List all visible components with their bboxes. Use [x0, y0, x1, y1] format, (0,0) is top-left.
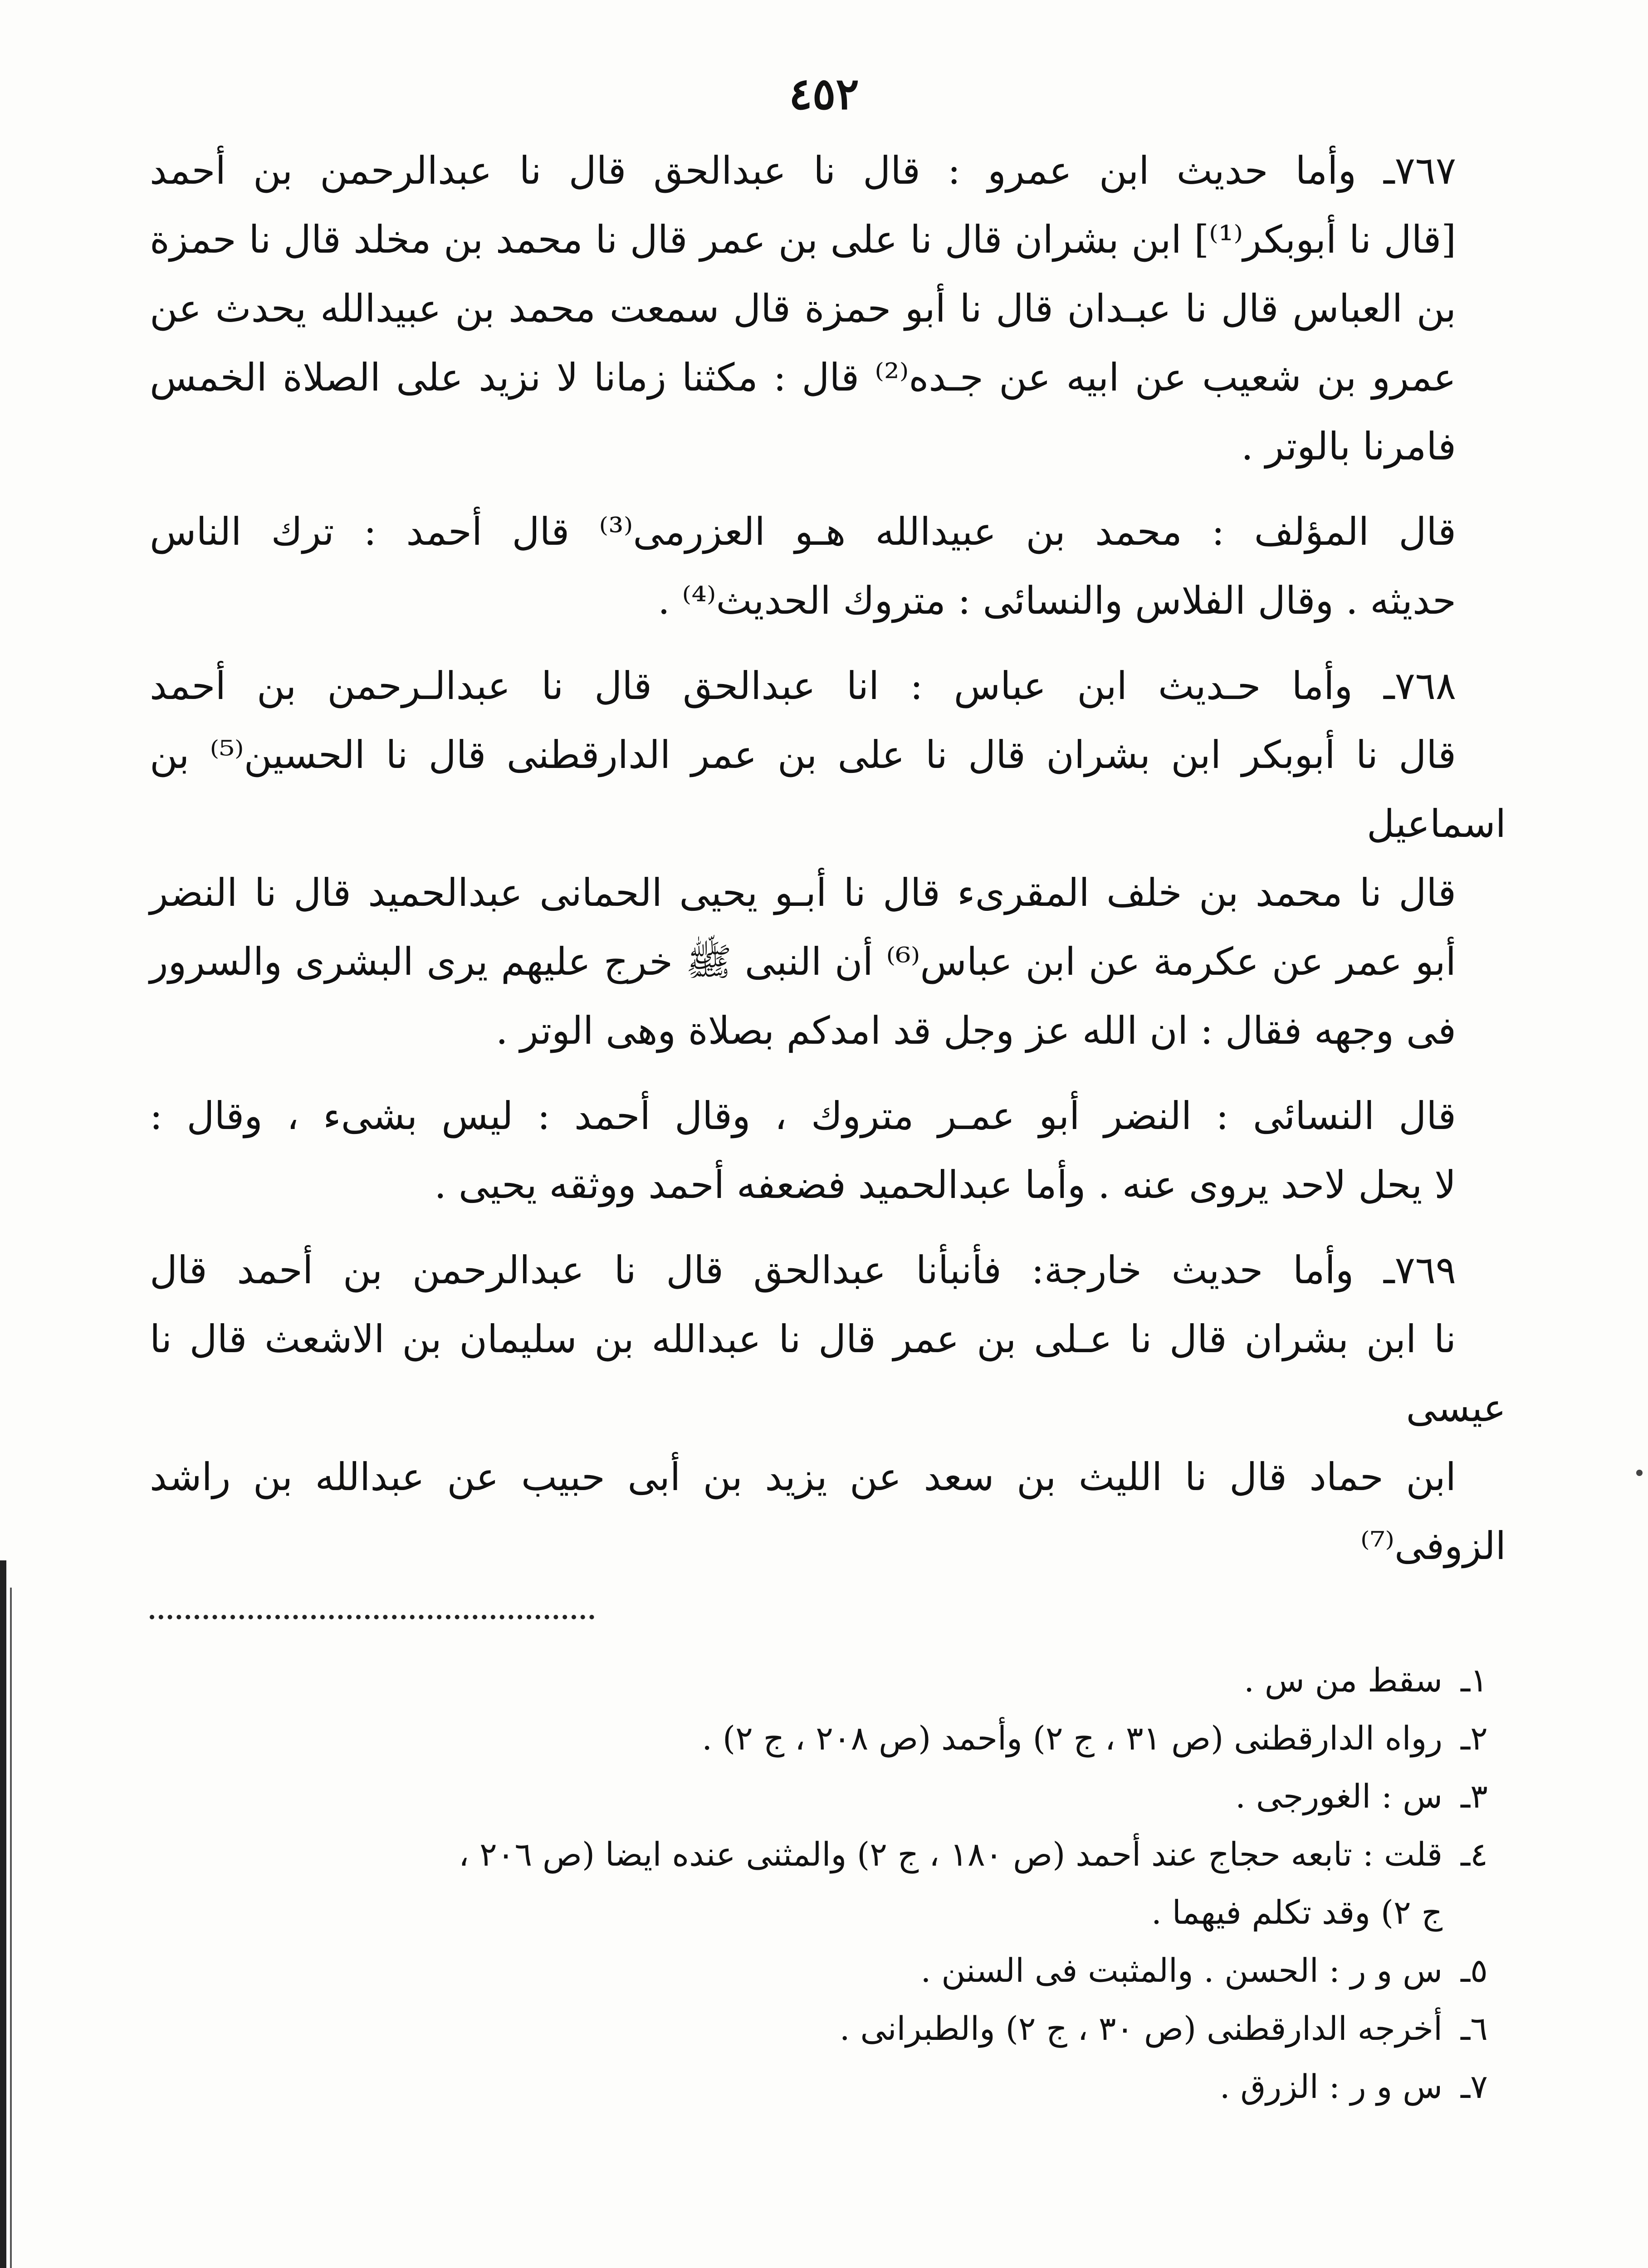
- footnote-text: [150, 1999, 1443, 2058]
- scan-edge-artifact-inner: [10, 1588, 12, 2268]
- footnote-text: [150, 1941, 1443, 1999]
- body-text: [150, 136, 1506, 1597]
- footnote-line: قلت : تابعه حجاج عند أحمد (ص ١٨٠ ، ج ٢) والمثنى عنده ايضا (ص ٢٠٦ ،: [458, 1835, 1443, 1873]
- footnote-number: ٤ـ: [1461, 1835, 1488, 1873]
- text-line: قال المؤلف : محمد بن عبيدالله هـو العزرمى⁽³⁾ قال أحمد : ترك الناس: [150, 509, 1456, 554]
- text-line: عمرو بن شعيب عن ابيه عن جـده⁽²⁾ قال : مكثنا زمانا لا نزيد على الصلاة الخمس: [150, 355, 1456, 400]
- footnote-number: ٣ـ: [1461, 1777, 1488, 1815]
- text-line: [قال نا أبوبكر⁽¹⁾] ابن بشران قال نا على بن عمر قال نا محمد بن مخلد قال نا حمزة: [150, 217, 1456, 262]
- footnote-item: [150, 2058, 1506, 2116]
- footnote-line: أخرجه الدارقطنى (ص ٣٠ ، ج ٢) والطبرانى .: [839, 2009, 1443, 2048]
- footnote-line: ج ٢) وقد تكلم فيهما .: [1151, 1893, 1443, 1931]
- text-line: بن العباس قال نا عبـدان قال نا أبو حمزة قال سمعت محمد بن عبيدالله يحدث عن: [150, 286, 1456, 331]
- text-line: نا ابن بشران قال نا عـلى بن عمر قال نا عبدالله بن سليمان بن الاشعث قال نا عيسى: [150, 1317, 1506, 1430]
- footnote-item: [150, 1651, 1506, 1709]
- footnote-number: ١ـ: [1461, 1661, 1488, 1699]
- author-comment-paragraph: [150, 497, 1506, 635]
- footnote-number: ٥ـ: [1461, 1951, 1488, 1989]
- text-line: لا يحل لاحد يروى عنه . وأما عبدالحميد فضعفه أحمد ووثقه يحيى .: [434, 1163, 1456, 1207]
- scan-speck: [1636, 1470, 1643, 1476]
- footnote-item: [150, 1767, 1506, 1825]
- text-line: قال نا أبوبكر ابن بشران قال نا على بن عمر الدارقطنى قال نا الحسين⁽⁵⁾ بن اسماعيل: [150, 733, 1506, 846]
- page-number: ٤٥٢: [789, 68, 859, 119]
- footnote-item: [150, 1941, 1506, 1999]
- footnote-item: [150, 1825, 1506, 1941]
- text-line: ابن حماد قال نا الليث بن سعد عن يزيد بن أبى حبيب عن عبدالله بن راشد الزوفى⁽⁷⁾: [150, 1455, 1506, 1568]
- footnote-number: ٢ـ: [1461, 1719, 1488, 1757]
- footnote-item: [150, 1709, 1506, 1767]
- hadith-767-paragraph: [150, 136, 1506, 481]
- text-line: قال نا محمد بن خلف المقرىء قال نا أبـو يحيى الحمانى عبدالحميد قال نا النضر: [150, 870, 1456, 915]
- footnote-number: ٧ـ: [1461, 2068, 1488, 2106]
- text-line: قال النسائى : النضر أبو عمـر متروك ، وقال أحمد : ليس بشىء ، وقال :: [150, 1094, 1456, 1138]
- footnote-line: رواه الدارقطنى (ص ٣١ ، ج ٢) وأحمد (ص ٢٠٨ ، ج ٢) .: [702, 1719, 1443, 1757]
- footnotes-list: [150, 1651, 1506, 2116]
- text-line: ٧٦٩ـ وأما حديث خارجة: فأنبأنا عبدالحق قال نا عبدالرحمن بن أحمد قال: [150, 1248, 1456, 1292]
- scan-edge-artifact: [0, 1560, 6, 2268]
- footnote-text: [150, 1709, 1443, 1767]
- footnote-line: س : الغورجى .: [1235, 1777, 1443, 1815]
- hadith-769-paragraph: [150, 1236, 1506, 1580]
- text-line: ٧٦٨ـ وأما حـديث ابن عباس : انا عبدالحق قال نا عبدالـرحمن بن أحمد: [150, 664, 1456, 708]
- text-line: فامرنا بالوتر .: [1241, 424, 1456, 469]
- footnote-item: [150, 1999, 1506, 2058]
- text-line: أبو عمر عن عكرمة عن ابن عباس⁽⁶⁾ أن النبى ﷺ خرج عليهم يرى البشرى والسرور: [150, 939, 1457, 984]
- footnote-text: [150, 1767, 1443, 1825]
- text-line: ٧٦٧ـ وأما حديث ابن عمرو : قال نا عبدالحق قال نا عبدالرحمن بن أحمد: [150, 148, 1456, 193]
- footnote-text: [150, 2058, 1443, 2116]
- footnote-divider: [150, 1615, 594, 1619]
- footnote-text: [150, 1825, 1443, 1941]
- footnote-line: سقط من س .: [1244, 1661, 1443, 1699]
- footnote-number: ٦ـ: [1461, 2009, 1488, 2048]
- footnote-text: [150, 1651, 1443, 1709]
- footnote-line: س و ر : الزرق .: [1219, 2068, 1443, 2106]
- footnote-line: س و ر : الحسن . والمثبت فى السنن .: [920, 1951, 1443, 1989]
- text-line: فى وجهه فقال : ان الله عز وجل قد امدكم بصلاة وهى الوتر .: [495, 1008, 1456, 1053]
- text-line: حديثه . وقال الفلاس والنسائى : متروك الحديث⁽⁴⁾ .: [658, 578, 1456, 623]
- hadith-768-paragraph: [150, 651, 1506, 1065]
- nasai-comment-paragraph: [150, 1081, 1506, 1219]
